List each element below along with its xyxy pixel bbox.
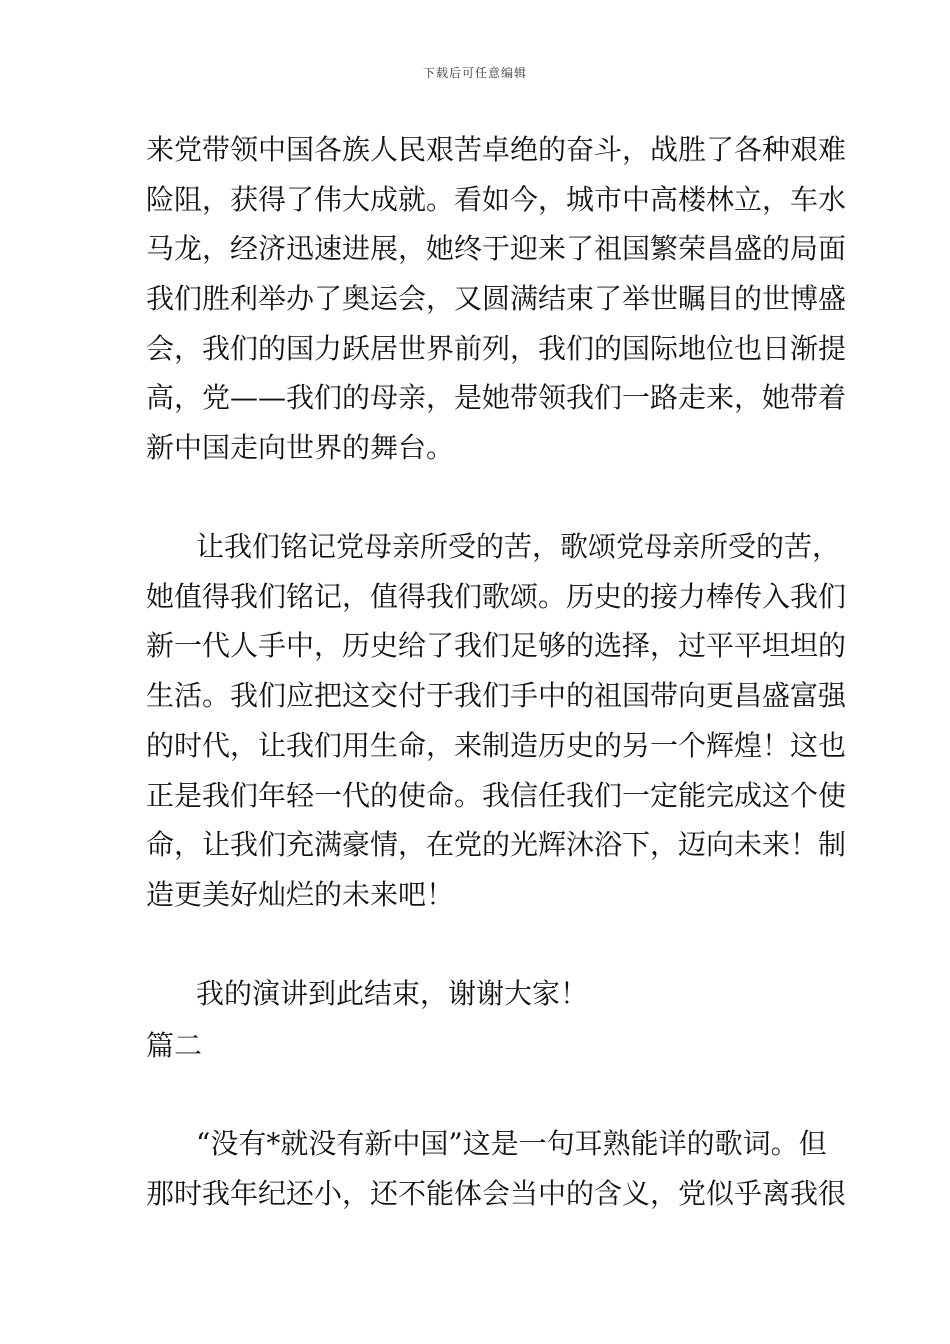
text-line: 让我们铭记党母亲所受的苦，歌颂党母亲所受的苦， (196, 530, 841, 563)
text-line: 那时我年纪还小，还不能体会当中的含义，党似乎离我很 (146, 1177, 847, 1210)
text-line: 我们胜利举办了奥运会，又圆满结束了举世瞩目的世博盛 (146, 282, 847, 315)
page-header: 下载后可任意编辑 (422, 66, 527, 80)
text-line: 会，我们的国力跃居世界前列，我们的国际地位也日渐提 (146, 332, 847, 365)
text-line: 马龙，经济迅速进展，她终于迎来了祖国繁荣昌盛的局面 (146, 232, 847, 265)
text-line: 险阻，获得了伟大成就。看如今，城市中高楼林立，车水 (146, 183, 847, 216)
text-line: 新中国走向世界的舞台。 (146, 431, 455, 464)
text-line: 新一代人手中，历史给了我们足够的选择，过平平坦坦的 (146, 629, 847, 662)
text-line: 正是我们年轻一代的使命。我信任我们一定能完成这个使 (146, 779, 847, 812)
text-line: 她值得我们铭记，值得我们歌颂。历史的接力棒传入我们 (146, 580, 847, 613)
text-line: 生活。我们应把这交付于我们手中的祖国带向更昌盛富强 (146, 679, 847, 712)
text-line: 命，让我们充满豪情，在党的光辉沐浴下，迈向未来！制 (146, 828, 847, 861)
text-line: 来党带领中国各族人民艰苦卓绝的奋斗，战胜了各种艰难 (146, 133, 847, 166)
text-line: 的时代，让我们用生命，来制造历史的另一个辉煌！这也 (146, 729, 847, 762)
text-line: 造更美好灿烂的未来吧！ (146, 878, 455, 911)
section-title: 篇二 (146, 1029, 203, 1062)
closing-line: 我的演讲到此结束，谢谢大家！ (196, 977, 589, 1010)
text-line: 高，党——我们的母亲，是她带领我们一路走来，她带着 (146, 381, 847, 414)
text-line: “没有*就没有新中国”这是一句耳熟能详的歌词。但 (196, 1127, 827, 1160)
